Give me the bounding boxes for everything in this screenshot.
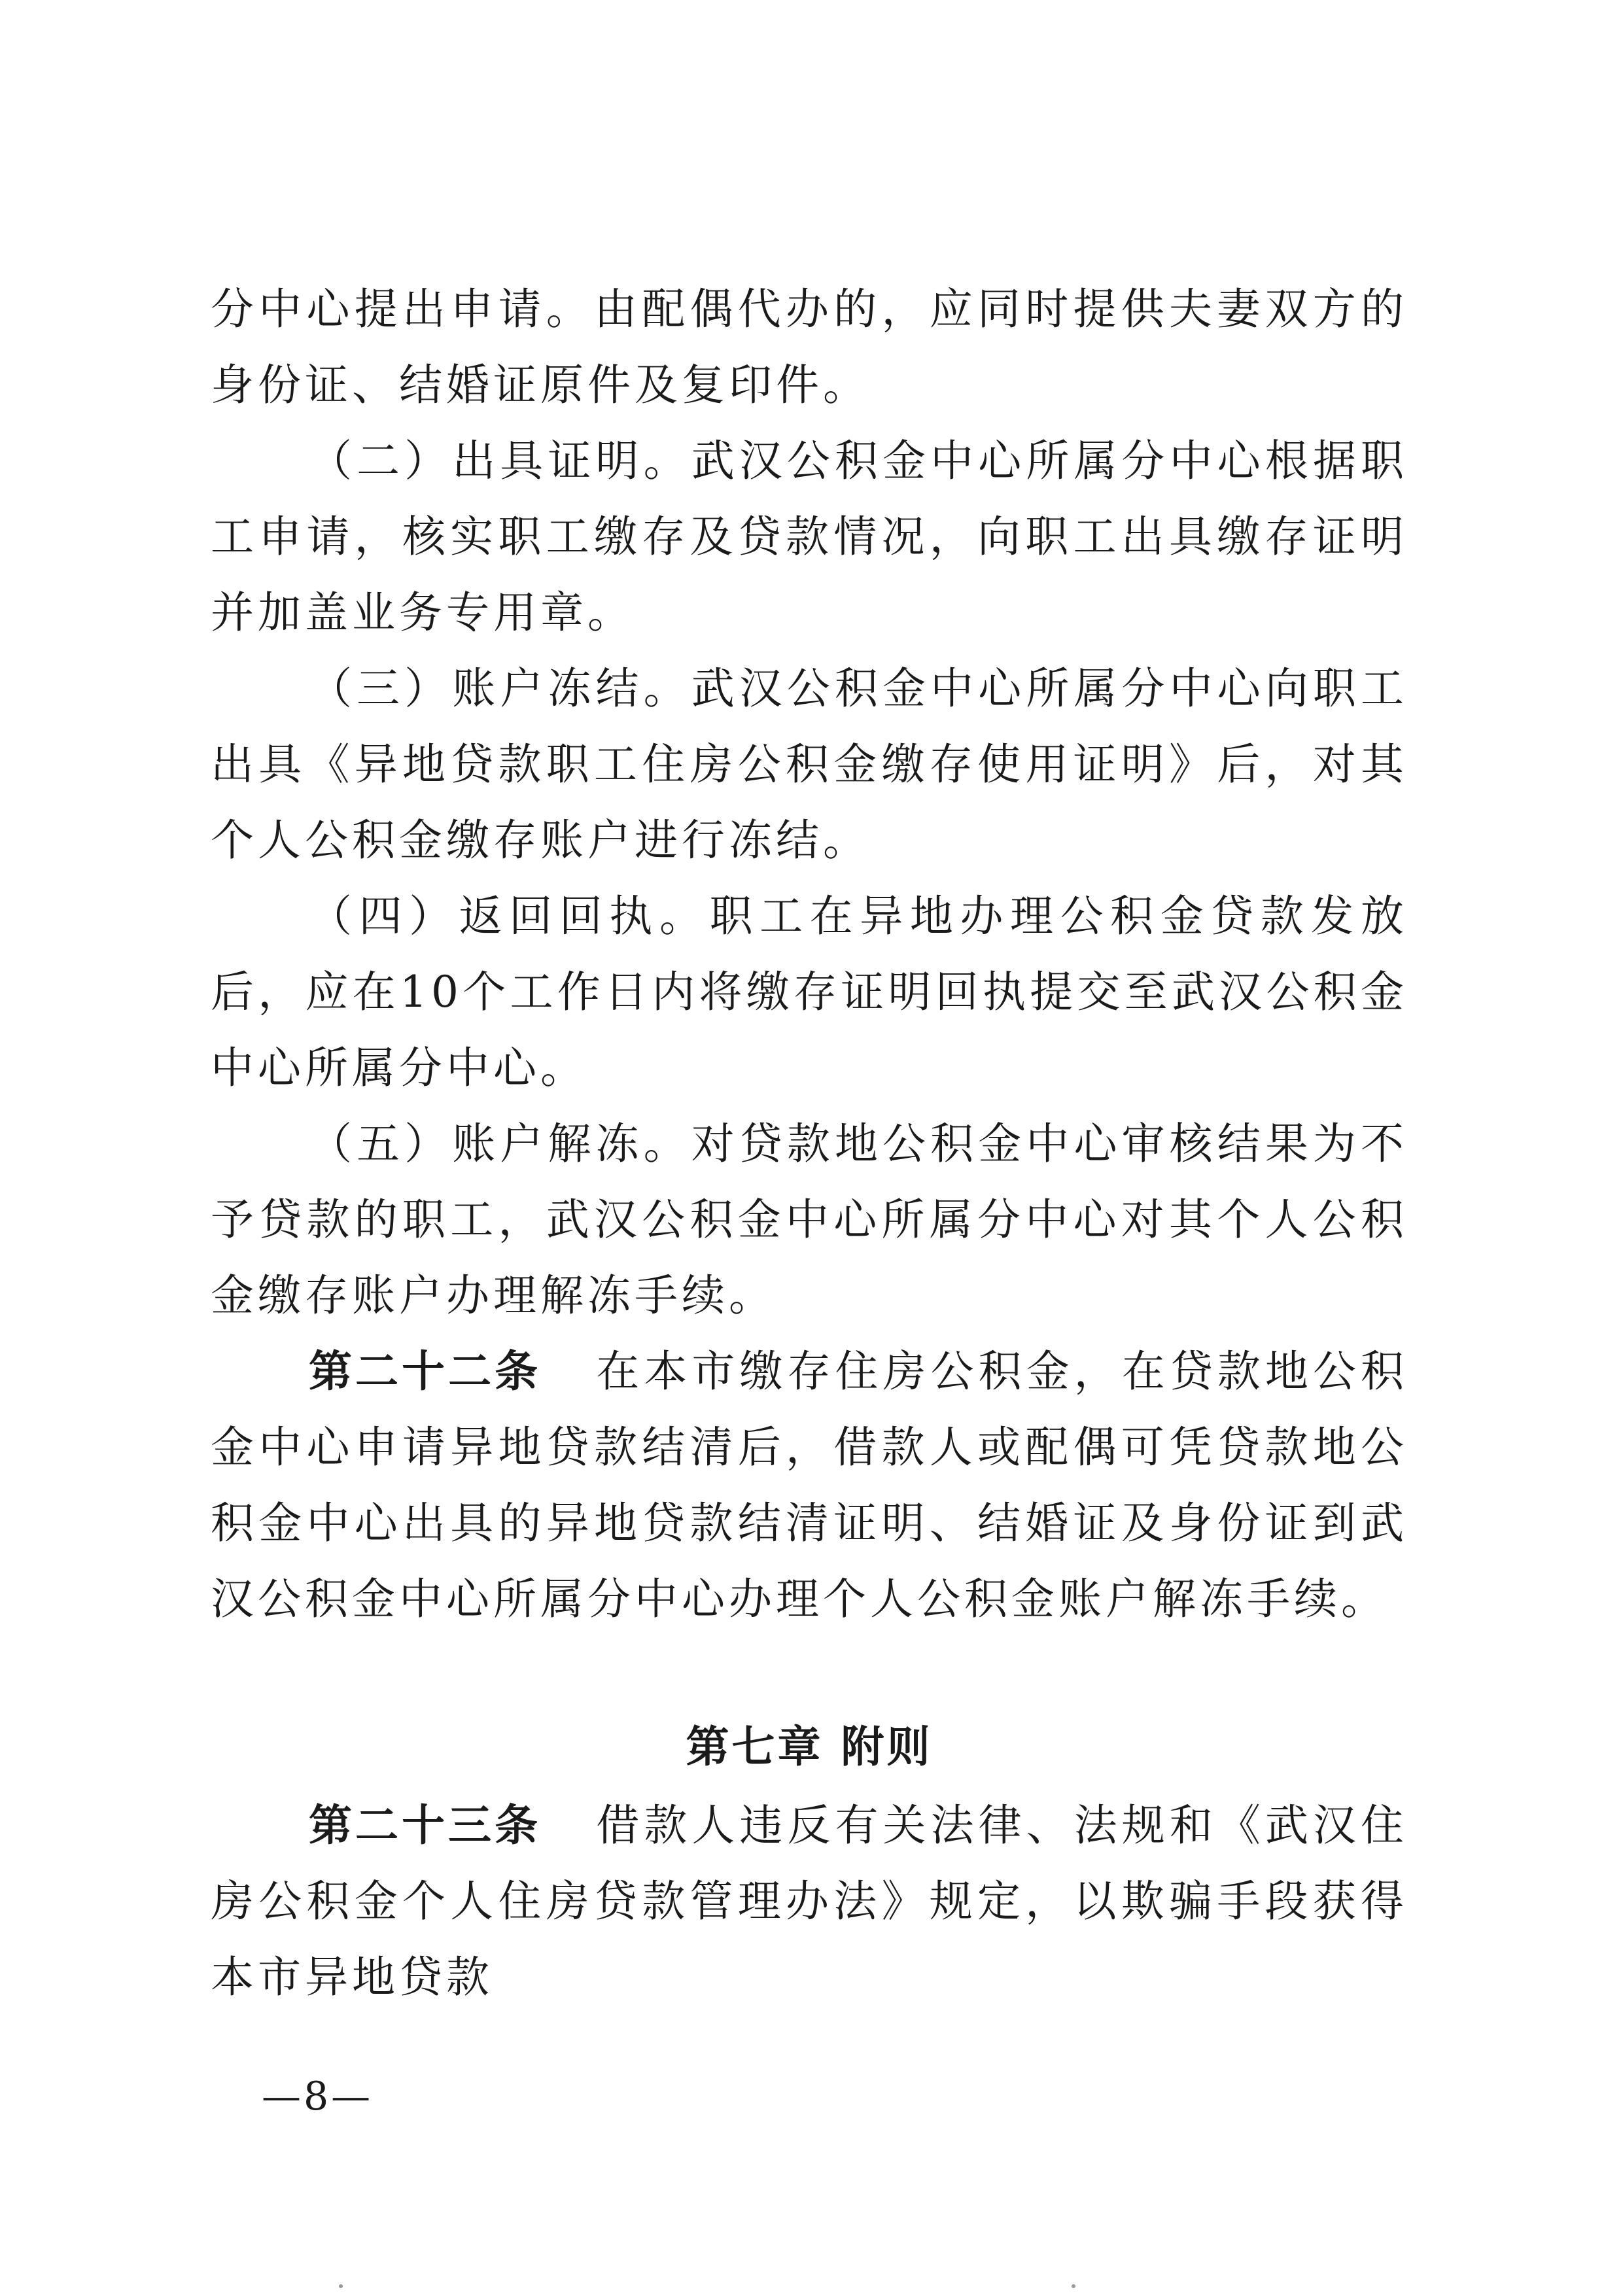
scan-artifact-dot bbox=[339, 2284, 343, 2288]
article-22-heading: 第二十二条 bbox=[309, 1346, 542, 1397]
paragraph-text: 分中心提出申请。由配偶代办的，应同时提供夫妻双方的身份证、结婚证原件及复印件。 bbox=[211, 284, 1408, 410]
paragraph-text: （四）返回回执。职工在异地办理公积金贷款发放后，应在10个工作日内将缴存证明回执提交至武汉公积金中心所属分中心。 bbox=[211, 891, 1408, 1093]
paragraph-issue-certificate bbox=[211, 423, 1408, 651]
article-23 bbox=[211, 1788, 1408, 2015]
paragraph-text: （三）账户冻结。武汉公积金中心所属分中心向职工出具《异地贷款职工住房公积金缴存使用证明》后，对其个人公积金缴存账户进行冻结。 bbox=[211, 663, 1408, 865]
article-22-text: 在本市缴存住房公积金，在贷款地公积金中心申请异地贷款结清后，借款人或配偶可凭贷款地公积金中心出具的异地贷款结清证明、结婚证及身份证到武汉公积金中心所属分中心办理个人公积金账户解冻手续。 bbox=[211, 1346, 1408, 1624]
article-23-text: 借款人违反有关法律、法规和《武汉住房公积金个人住房贷款管理办法》规定，以欺骗手段获得本市异地贷款 bbox=[211, 1800, 1408, 2002]
scan-artifact-dot bbox=[1072, 2284, 1075, 2288]
paragraph-continuation bbox=[211, 271, 1408, 423]
paragraph-account-unfreeze bbox=[211, 1106, 1408, 1334]
paragraph-return-receipt bbox=[211, 878, 1408, 1106]
body-text bbox=[211, 271, 1408, 2015]
paragraph-text: （二）出具证明。武汉公积金中心所属分中心根据职工申请，核实职工缴存及贷款情况，向职工出具缴存证明并加盖业务专用章。 bbox=[211, 436, 1408, 638]
article-23-heading: 第二十三条 bbox=[309, 1800, 542, 1851]
page-number: —8— bbox=[262, 2074, 374, 2119]
paragraph-account-freeze bbox=[211, 651, 1408, 878]
chapter-title: 第七章 附则 bbox=[686, 1722, 933, 1772]
article-22 bbox=[211, 1334, 1408, 1637]
paragraph-text: （五）账户解冻。对贷款地公积金中心审核结果为不予贷款的职工，武汉公积金中心所属分中心对其个人公积金缴存账户办理解冻手续。 bbox=[211, 1119, 1408, 1321]
